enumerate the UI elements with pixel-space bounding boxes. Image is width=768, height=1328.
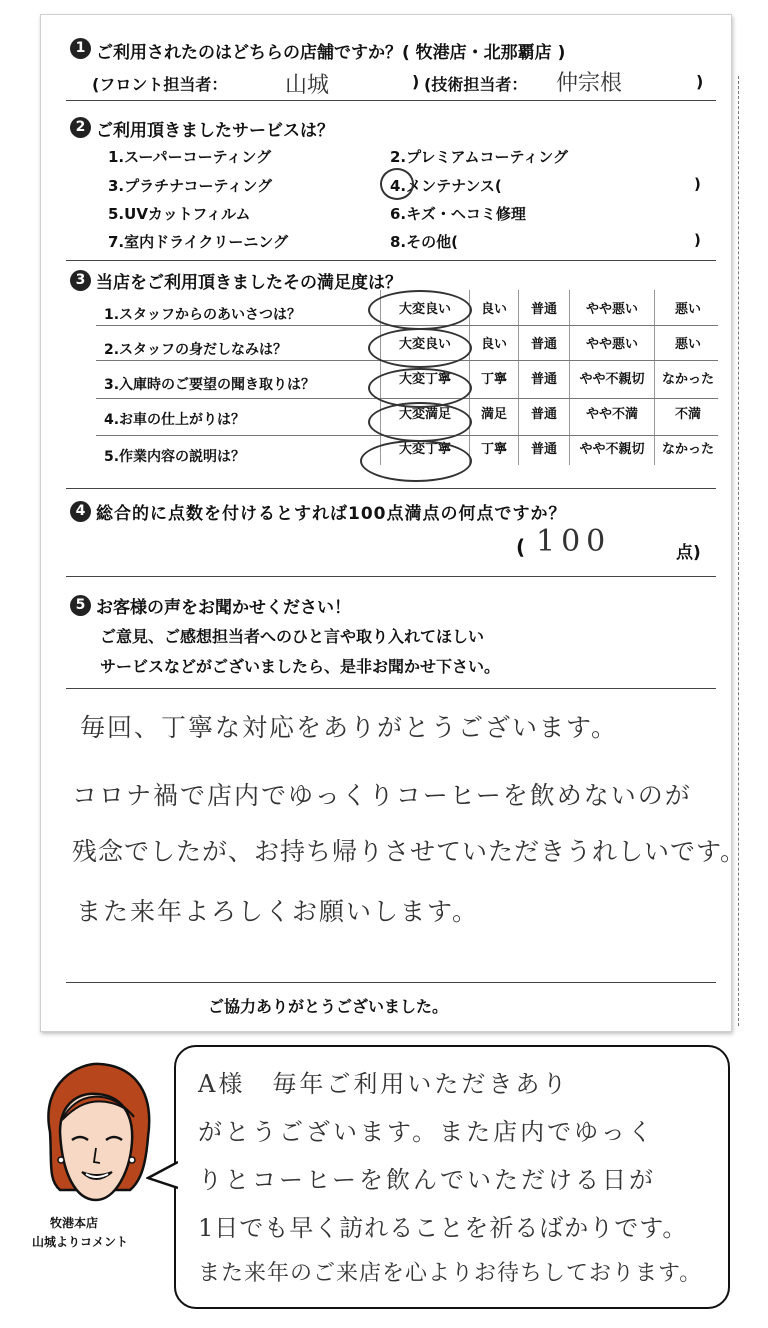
staff-avatar [30, 1062, 160, 1212]
q4-question: 総合的に点数を付けるとすれば100点満点の何点ですか？ [96, 504, 567, 524]
q5-answer-line-2: コロナ禍で店内でゆっくりコーヒーを飲めないのが [72, 781, 692, 810]
q2-option-4: 4.メンテナンス( [390, 177, 502, 195]
q4-unit: 点) [676, 543, 701, 563]
comment-line-3: りとコーヒーを飲んでいただける日が [198, 1166, 657, 1194]
q3-row-5-answer-circle [360, 440, 472, 482]
q3-row-1-choice-3: 普通 [519, 290, 570, 325]
q3-row-1-choice-5: 悪い [655, 290, 722, 325]
q5-line-2: ご意見、ご感想担当者へのひと言や取り入れてほしい [100, 627, 485, 646]
q4-number-badge: 4 [70, 501, 91, 522]
q2-option-2: 2.プレミアムコーティング [390, 148, 568, 166]
divider [66, 260, 716, 261]
q3-row-5-choice-1: 大変丁寧 [381, 430, 470, 465]
q1-tech-label: (技術担当者： [424, 75, 528, 94]
q2-close-8: ) [694, 231, 701, 249]
q3-row-5-label: 5.作業内容の説明は？ [104, 449, 246, 465]
q2-close-4: ) [694, 175, 701, 193]
avatar-illustration [30, 1062, 160, 1212]
divider [66, 100, 716, 101]
comment-line-5: また来年のご来店を心よりお待ちしております。 [198, 1261, 703, 1286]
q3-row-4-answer-circle [368, 402, 472, 442]
q3-row-2-choice-4: やや悪い [570, 325, 655, 360]
q3-row-1-choice-2: 良い [470, 290, 519, 325]
q5-number-badge: 5 [70, 595, 91, 616]
q4-score: 100 [536, 524, 612, 559]
divider [66, 982, 716, 983]
q3-row-1-label: 1.スタッフからのあいさつは？ [104, 307, 302, 323]
q1-front-name: 山城 [285, 73, 330, 98]
comment-line-4: 1日でも早く訪れることを祈るばかりです。 [198, 1214, 688, 1242]
q3-row-5-choice-2: 丁寧 [470, 430, 519, 465]
q1-tech-name: 仲宗根 [556, 71, 623, 96]
q2-option-8: 8.その他( [390, 233, 458, 251]
q5-answer-line-3: 残念でしたが、お持ち帰りさせていただきうれしいです。 [72, 837, 747, 866]
comment-line-1: A様 毎年ご利用いただきあり [198, 1070, 570, 1098]
staff-name: 山城よりコメント [32, 1235, 129, 1249]
q1-close-2: ) [696, 72, 704, 91]
q3-row-2-choice-1: 大変良い [381, 325, 470, 360]
q2-number-badge: 2 [70, 117, 91, 138]
q2-option-6: 6.キズ・ヘコミ修理 [390, 205, 526, 223]
q4-open-paren: ( [516, 535, 526, 559]
q5-answer-line-4: また来年よろしくお願いします。 [76, 897, 480, 926]
q3-row-3-choice-4: やや不親切 [570, 360, 655, 395]
q3-row-4-choice-3: 普通 [519, 395, 570, 430]
q3-row-1-answer-circle [368, 290, 472, 330]
q3-row-4-label: 4.お車の仕上がりは？ [104, 412, 246, 428]
q2-option-5: 5.UVカットフィルム [108, 205, 251, 223]
q1-number-badge: 1 [70, 38, 91, 59]
q3-row-4-choice-5: 不満 [655, 395, 722, 430]
bubble-tail [146, 1160, 178, 1190]
q1-front-label: (フロント担当者： [92, 75, 228, 94]
q2-option-4-circle [380, 168, 414, 200]
q3-row-3-choice-3: 普通 [519, 360, 570, 395]
comment-line-2: がとうございます。また店内でゆっく [198, 1118, 655, 1146]
q3-row-5-choice-5: なかった [655, 430, 722, 465]
q3-row-4-choice-4: やや不満 [570, 395, 655, 430]
q5-answer-line-1: 毎回、丁寧な対応をありがとうございます。 [80, 713, 619, 742]
q3-row-2-choice-3: 普通 [519, 325, 570, 360]
q2-question: ご利用頂きましたサービスは？ [96, 121, 334, 141]
thanks-text: ご協力ありがとうございました。 [208, 997, 449, 1016]
divider [66, 576, 716, 577]
q3-row-2-label: 2.スタッフの身だしなみは？ [104, 342, 288, 358]
divider [66, 688, 716, 689]
q1-close-1: ) [412, 72, 420, 91]
staff-store: 牧港本店 [50, 1216, 99, 1230]
q3-question: 当店をご利用頂きましたその満足度は？ [96, 273, 402, 293]
q3-number-badge: 3 [70, 270, 91, 291]
q3-row-5-choice-3: 普通 [519, 430, 570, 465]
q3-row-3-label: 3.入庫時のご要望の聞き取りは？ [104, 377, 316, 393]
q3-row-2-choice-2: 良い [470, 325, 519, 360]
q3-row-2-choice-5: 悪い [655, 325, 722, 360]
q3-row-5-choice-4: やや不親切 [570, 430, 655, 465]
q3-row-3-choice-1: 大変丁寧 [381, 360, 470, 395]
q2-option-3: 3.プラチナコーティング [108, 177, 273, 195]
q3-row-1-choice-1: 大変良い [381, 290, 470, 325]
q3-row-1-choice-4: やや悪い [570, 290, 655, 325]
q2-option-1: 1.スーパーコーティング [108, 148, 272, 166]
perforation-line [738, 76, 739, 1026]
q5-question: お客様の声をお聞かせください！ [96, 598, 351, 618]
q3-row-3-choice-2: 丁寧 [470, 360, 519, 395]
q1-question: ご利用されたのはどちらの店舗ですか？( 牧港店・北那覇店 ) [96, 43, 566, 63]
q3-row-4-choice-2: 満足 [470, 395, 519, 430]
q3-row-2-answer-circle [368, 328, 472, 368]
q2-option-7: 7.室内ドライクリーニング [108, 233, 289, 251]
q3-row-3-choice-5: なかった [655, 360, 722, 395]
divider [66, 488, 716, 489]
q3-row-4-choice-1: 大変満足 [381, 395, 470, 430]
q5-line-3: サービスなどがございましたら、是非お聞かせ下さい。 [100, 657, 501, 676]
